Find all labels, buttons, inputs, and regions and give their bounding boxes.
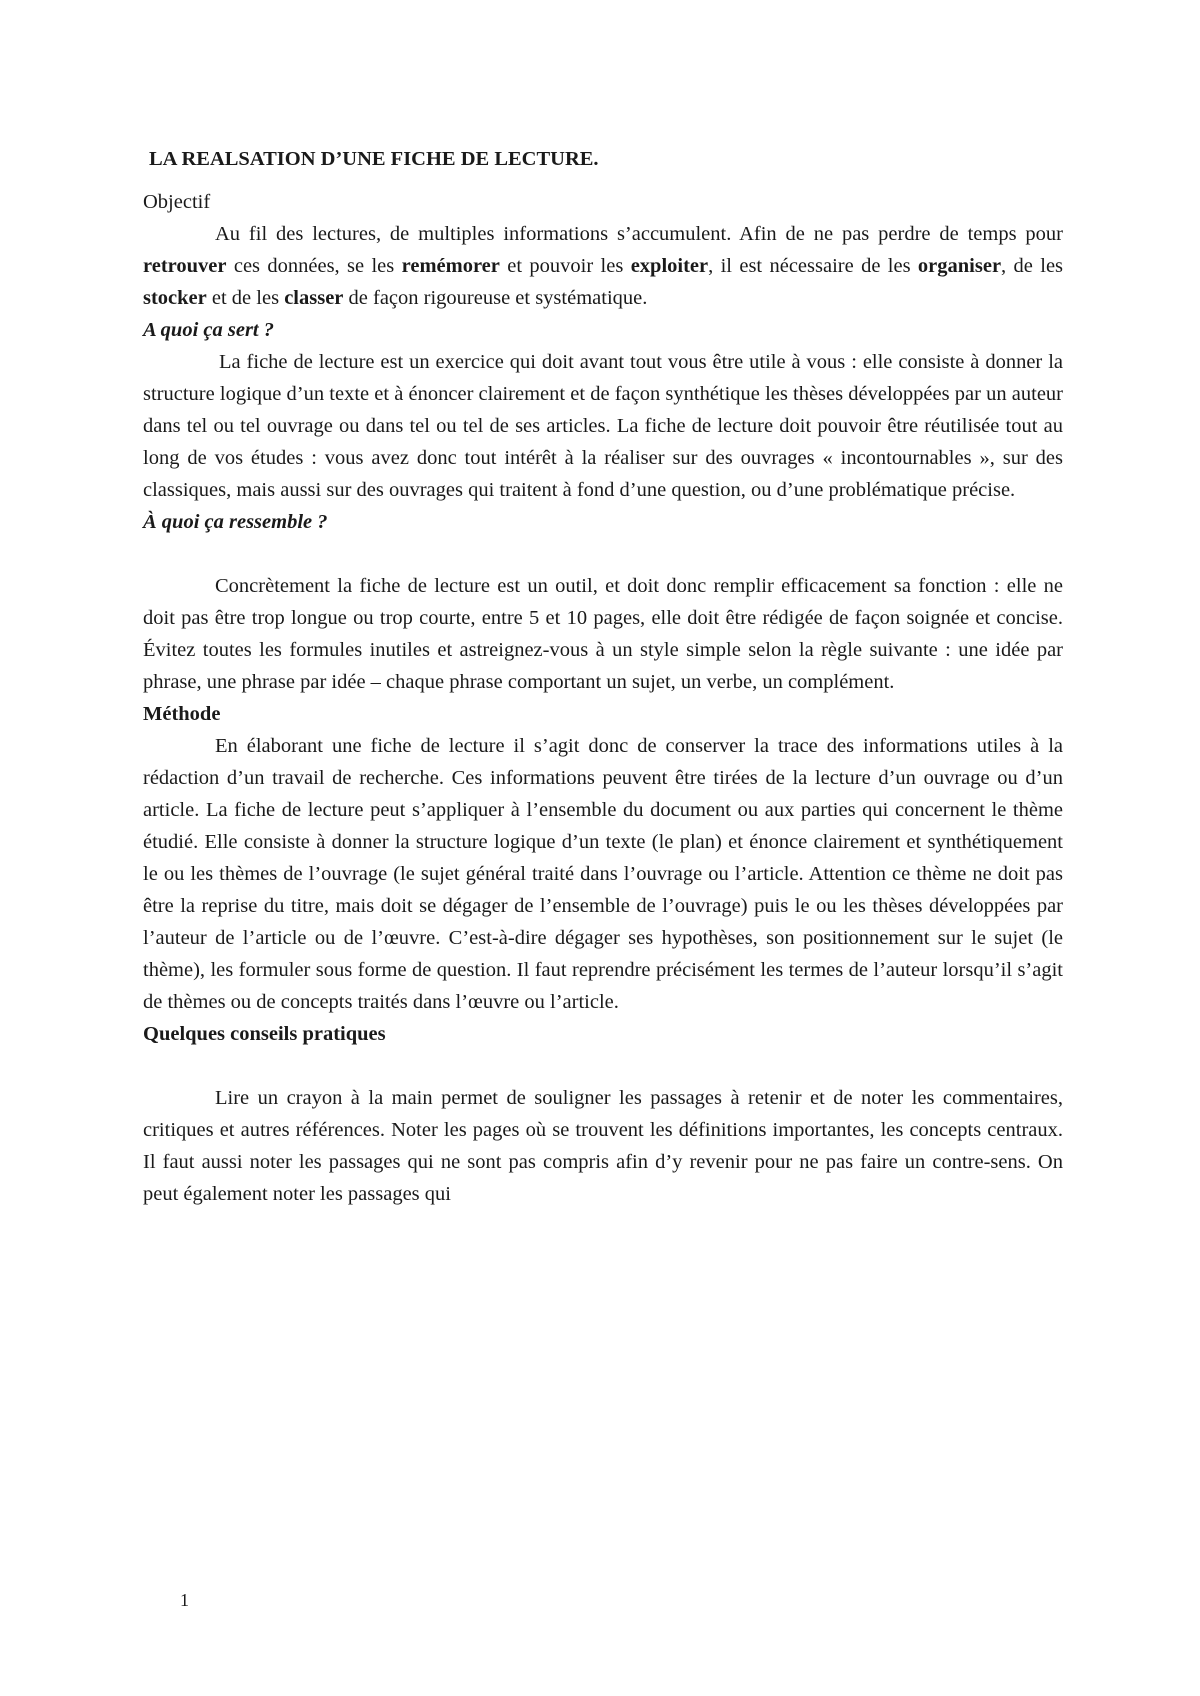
section-paragraph-conseils-pratiques: Lire un crayon à la main permet de souligner les passages à retenir et de noter les commentaires, critiques et autres références. Noter les pages où se trouvent les définitions importantes, les concepts centraux. Il faut aussi noter les passages qui ne sont pas compris afin d’y revenir pour ne pas faire un contre-sens. On peut également noter les passages qui (143, 1087, 1063, 1205)
intro-text-2: ces données, se les (226, 255, 402, 277)
intro-bold-organiser: organiser (917, 255, 1002, 277)
intro-bold-rememorer: remémorer (401, 255, 500, 277)
section-heading-a-quoi-ca-sert: A quoi ça sert ? (143, 319, 274, 341)
section-paragraph-methode: En élaborant une fiche de lecture il s’agit donc de conserver la trace des informations utiles à la rédaction d’un travail de recherche. Ces informations peuvent être tirées de la lecture d’un ouvrage ou d’un article. La fiche de lecture peut s’appliquer à l’ensemble du document ou aux parties qui concernent le thème étudié. Elle consiste à donner la structure logique d’un texte (le plan) et énonce clairement et synthétiquement le ou les thèmes de l’ouvrage (le sujet général traité dans l’ouvrage ou l’article. Attention ce thème ne doit pas être la reprise du titre, mais doit se dégager de l’ensemble de l’ouvrage) puis le ou les thèses développées par l’auteur de l’article ou de l’œuvre. C’est-à-dire dégager ses hypothèses, son positionnement sur le sujet (le thème), les formuler sous forme de question. Il faut reprendre précisément les termes de l’auteur lorsqu’il s’agit de thèmes ou de concepts traités dans l’œuvre ou l’article. (143, 735, 1063, 1013)
objectif-label: Objectif (143, 191, 211, 213)
intro-text-6: et de les (206, 287, 285, 309)
intro-bold-exploiter: exploiter (630, 255, 709, 277)
section-paragraph-a-quoi-ca-ressemble: Concrètement la fiche de lecture est un outil, et doit donc remplir efficacement sa fonction : elle ne doit pas être trop longue ou trop courte, entre 5 et 10 pages, elle doit être rédigée de façon soignée et concise. Évitez toutes les formules inutiles et astreignez-vous à un style simple selon la règle suivante : une idée par phrase, une phrase par idée – chaque phrase comportant un sujet, un verbe, un complément. (143, 575, 1063, 693)
section-heading-conseils-pratiques: Quelques conseils pratiques (143, 1023, 386, 1045)
intro-text-1: Au fil des lectures, de multiples informations s’accumulent. Afin de ne pas perdre de temps pour (215, 223, 1063, 245)
page-number: 1 (180, 1590, 189, 1610)
section-paragraph-a-quoi-ca-sert: La fiche de lecture est un exercice qui doit avant tout vous être utile à vous : elle consiste à donner la structure logique d’un texte et à énoncer clairement et de façon synthétique les thèses développées par un auteur dans tel ou tel ouvrage ou dans tel ou tel de ses articles. La fiche de lecture doit pouvoir être réutilisée tout au long de vos études : vous avez donc tout intérêt à la réaliser sur des ouvrages « incontournables », sur des classiques, mais aussi sur des ouvrages qui traitent à fond d’une question, ou d’une problématique précise. (143, 351, 1063, 501)
section-heading-a-quoi-ca-ressemble: À quoi ça ressemble ? (143, 511, 328, 533)
document-body (143, 143, 1063, 1210)
intro-paragraph (143, 218, 1063, 314)
intro-bold-stocker: stocker (143, 287, 207, 309)
intro-text-4: , il est nécessaire de les (708, 255, 918, 277)
intro-bold-classer: classer (284, 287, 344, 309)
section-heading-methode: Méthode (143, 703, 221, 725)
intro-text-3: et pouvoir les (499, 255, 631, 277)
intro-text-7: de façon rigoureuse et systématique. (343, 287, 648, 309)
intro-bold-retrouver: retrouver (143, 255, 227, 277)
document-title: LA REALSATION D’UNE FICHE DE LECTURE. (149, 148, 599, 170)
intro-text-5: , de les (1001, 255, 1064, 277)
